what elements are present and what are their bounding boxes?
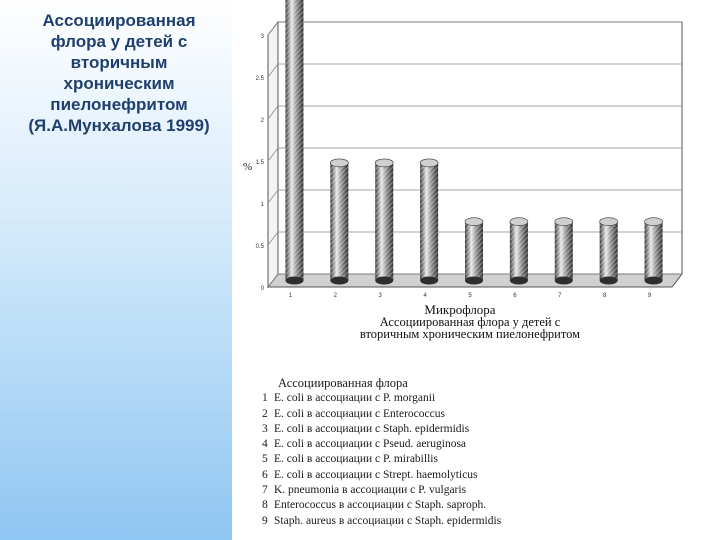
legend-item [262, 498, 622, 513]
x-tick-label: 2 [333, 293, 338, 299]
bar-cap [555, 218, 573, 226]
bar-base [600, 277, 618, 285]
bar-cap [510, 218, 528, 226]
title-line: (Я.А.Мунхалова 1999) [28, 116, 210, 135]
bar [510, 218, 528, 285]
y-axis-ticks [256, 34, 265, 292]
bar-cap [465, 218, 483, 226]
legend-item [262, 391, 622, 406]
y-tick-label: 2 [260, 118, 264, 124]
bar [285, 0, 303, 285]
title-line: флора у детей с [50, 32, 188, 51]
slide-title [8, 10, 230, 136]
legend-item [262, 468, 622, 483]
title-line: Ассоциированная [42, 11, 196, 30]
bar-base [510, 277, 528, 285]
bar-hatch [600, 222, 618, 281]
chart-title-line-2: вторичным хроническим пиелонефритом [359, 327, 581, 341]
legend-item-text: E. coli в ассоциации с P. morganii [274, 392, 436, 405]
x-tick-label: 6 [513, 293, 517, 299]
legend-item [262, 422, 622, 437]
x-tick-label: 4 [423, 293, 427, 299]
legend-item [262, 514, 622, 529]
bar [555, 218, 573, 285]
title-line: пиелонефритом [50, 95, 188, 114]
legend [262, 376, 622, 529]
x-tick-label: 3 [378, 293, 382, 299]
legend-item-text: K. pneumonia в ассоциации с P. vulgaris [274, 484, 467, 497]
legend-item-text: E. coli в ассоциации с P. mirabillis [274, 453, 438, 466]
bar [375, 159, 393, 285]
legend-item-number: 7 [262, 484, 268, 497]
bar-base [330, 277, 348, 285]
x-tick-label: 1 [288, 293, 293, 299]
bar-hatch [330, 163, 348, 281]
bar-cap [375, 159, 393, 167]
y-tick-label: 0.5 [255, 244, 264, 250]
bar [465, 218, 483, 285]
legend-item-text: Enterococcus в ассоциации с Staph. saproph. [274, 499, 487, 512]
bar [330, 159, 348, 285]
legend-item [262, 452, 622, 467]
legend-item-text: Staph. aureus в ассоциации с Staph. epidermidis [274, 514, 502, 527]
x-tick-label: 7 [558, 293, 562, 299]
bar-base [285, 277, 303, 285]
bar-chart [232, 0, 720, 370]
legend-item-number: 1 [262, 392, 268, 405]
legend-item [262, 407, 622, 422]
legend-heading: Ассоциированная флора [278, 376, 408, 390]
legend-list [262, 391, 622, 529]
legend-item-number: 3 [262, 422, 268, 435]
legend-item-number: 5 [262, 453, 268, 466]
y-tick-label: 0 [260, 286, 264, 292]
bar-hatch [510, 222, 528, 281]
bar-hatch [420, 163, 438, 281]
y-tick-label: 1 [260, 202, 264, 208]
bar [420, 159, 438, 285]
bar-cap [645, 218, 663, 226]
bar-cap [330, 159, 348, 167]
bar-cap [600, 218, 618, 226]
legend-item [262, 437, 622, 452]
title-line: хроническим [63, 74, 175, 93]
legend-item [262, 483, 622, 498]
bar-hatch [555, 222, 573, 281]
legend-item-number: 8 [262, 499, 268, 512]
legend-item-number: 6 [262, 468, 268, 481]
y-tick-label: 2.5 [255, 76, 264, 82]
bar-hatch [645, 222, 663, 281]
legend-item-text: E. coli в ассоциации с Enterococcus [274, 407, 445, 420]
bar-base [420, 277, 438, 285]
title-line: вторичным [70, 53, 168, 72]
y-axis-label: % [243, 161, 253, 173]
bar-base [645, 277, 663, 285]
legend-item-text: E. coli в ассоциации с Strept. haemolyticus [274, 468, 478, 481]
bar-hatch [465, 222, 483, 281]
bar-hatch [285, 0, 303, 281]
bar-base [375, 277, 393, 285]
x-tick-label: 5 [468, 293, 472, 299]
bar [600, 218, 618, 285]
bar [645, 218, 663, 285]
y-tick-label: 1.5 [255, 160, 264, 166]
x-axis-label: Микрофлора [424, 302, 496, 317]
x-tick-label: 9 [647, 293, 652, 299]
bar-base [555, 277, 573, 285]
legend-item-number: 2 [262, 407, 268, 420]
bar-base [465, 277, 483, 285]
x-axis-ticks [289, 293, 652, 299]
bar-cap [420, 159, 438, 167]
bar-hatch [375, 163, 393, 281]
chart-title-line-1: Ассоциированная флора у детей с [379, 315, 561, 329]
legend-item-text: E. coli в ассоциации с Staph. epidermidis [274, 422, 470, 435]
legend-item-text: E. coli в ассоциации с Pseud. aeruginosa [274, 438, 467, 451]
legend-item-number: 9 [262, 514, 268, 527]
y-tick-label: 3 [260, 34, 264, 40]
legend-item-number: 4 [262, 438, 268, 451]
x-tick-label: 8 [602, 293, 607, 299]
